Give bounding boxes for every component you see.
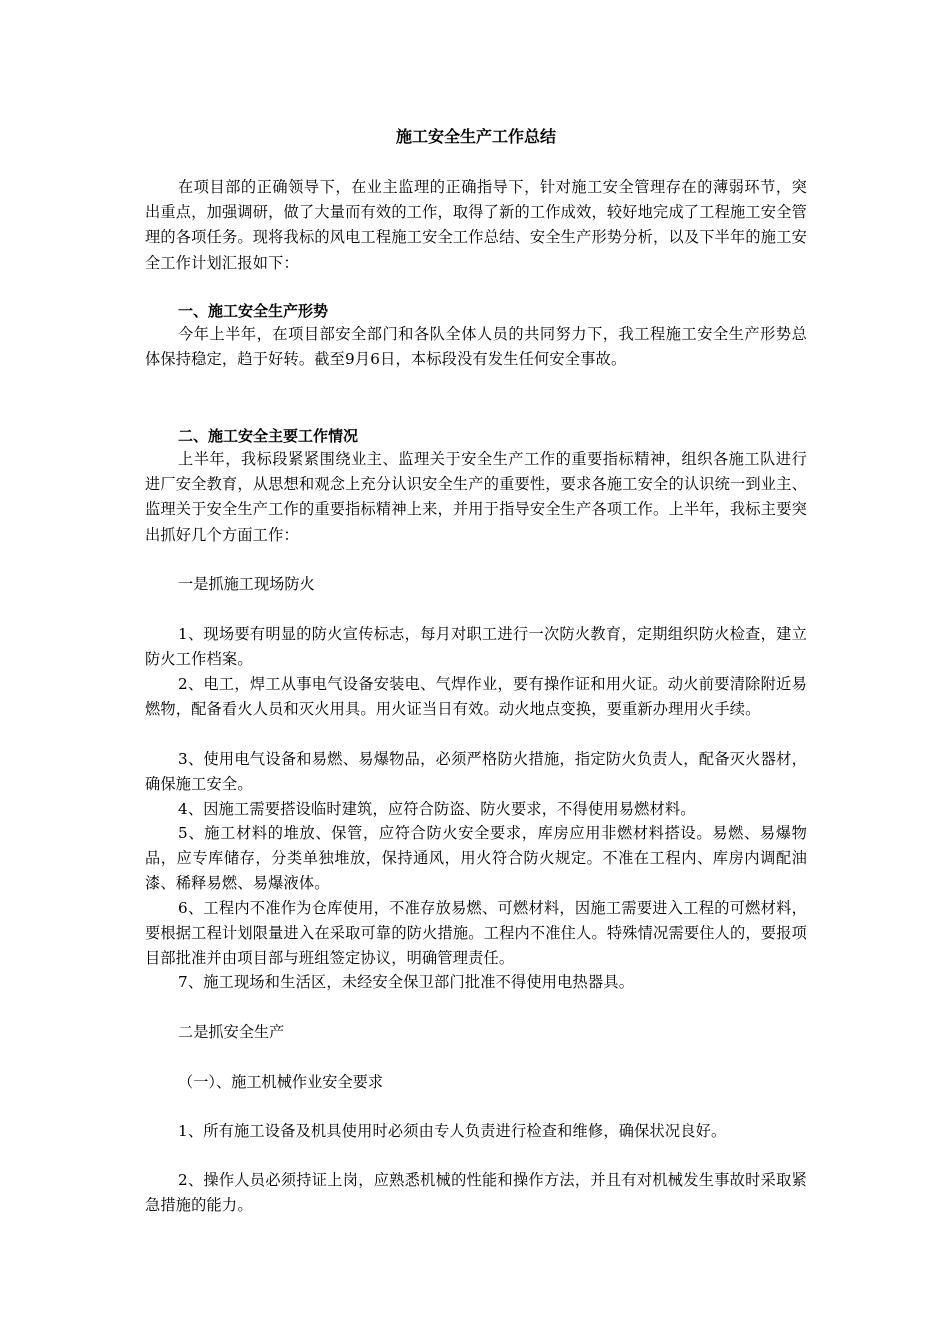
fire-item-1: 1、现场要有明显的防火宣传标志，每月对职工进行一次防火教育，定期组织防火检查，建立防火工作档案。 xyxy=(145,625,807,669)
fire-item-6: 6、工程内不准作为仓库使用，不准存放易燃、可燃材料，因施工需要进入工程的可燃材料，要根据工程计划限量进入在采取可靠的防火措施。工程内不准住人。特殊情况需要住人的，要报项目部批准并由项目部与班组签定协议，明确管理责任。 xyxy=(145,899,807,968)
production-item-2: 2、操作人员必须持证上岗，应熟悉机械的性能和操作方法，并且有对机械发生事故时采取紧急措施的能力。 xyxy=(145,1171,807,1215)
production-item-1: 1、所有施工设备及机具使用时必须由专人负责进行检查和维修，确保状况良好。 xyxy=(178,1122,727,1140)
section2-heading: 二、施工安全主要工作情况 xyxy=(178,427,359,445)
fire-heading: 一是抓施工现场防火 xyxy=(178,575,315,593)
fire-item-7: 7、施工现场和生活区，未经安全保卫部门批准不得使用电热器具。 xyxy=(178,973,635,991)
section1-paragraph: 今年上半年，在项目部安全部门和各队全体人员的共同努力下，我工程施工安全生产形势总体保持稳定，趋于好转。截至9月6日，本标段没有发生任何安全事故。 xyxy=(145,325,807,369)
fire-item-2: 2、电工，焊工从事电气设备安装电、气焊作业，要有操作证和用火证。动火前要清除附近易燃物，配备看火人员和灭火用具。用火证当日有效。动火地点变换，要重新办理用火手续。 xyxy=(145,675,807,719)
document-title: 施工安全生产工作总结 xyxy=(395,127,556,146)
fire-item-3: 3、使用电气设备和易燃、易爆物品，必须严格防火措施，指定防火负责人，配备灭火器材，确保施工安全。 xyxy=(145,750,807,794)
production-heading: 二是抓安全生产 xyxy=(178,1023,285,1041)
section1-heading: 一、施工安全生产形势 xyxy=(178,302,329,320)
fire-item-4: 4、因施工需要搭设临时建筑，应符合防盗、防火要求，不得使用易燃材料。 xyxy=(178,800,696,818)
production-subheading: （一）、施工机械作业安全要求 xyxy=(178,1073,384,1091)
section2-paragraph: 上半年，我标段紧紧围绕业主、监理关于安全生产工作的重要指标精神，组织各施工队进行进厂安全教育，从思想和观念上充分认识安全生产的重要性，要求各施工安全的认识统一到业主、监理关于安全生产工作的重要指标精神上来，并用于指导安全生产各项工作。上半年，我标主要突出抓好几个方面工作： xyxy=(145,450,807,544)
fire-item-5: 5、施工材料的堆放、保管，应符合防火安全要求，库房应用非燃材料搭设。易燃、易爆物品，应专库储存，分类单独堆放，保持通风，用火符合防火规定。不准在工程内、库房内调配油漆、稀释易燃、易爆液体。 xyxy=(145,824,807,893)
intro-paragraph: 在项目部的正确领导下，在业主监理的正确指导下，针对施工安全管理存在的薄弱环节，突出重点，加强调研，做了大量而有效的工作，取得了新的工作成效，较好地完成了工程施工安全管理的各项任务。现将我标的风电工程施工安全工作总结、安全生产形势分析，以及下半年的施工安全工作计划汇报如下： xyxy=(145,178,807,272)
